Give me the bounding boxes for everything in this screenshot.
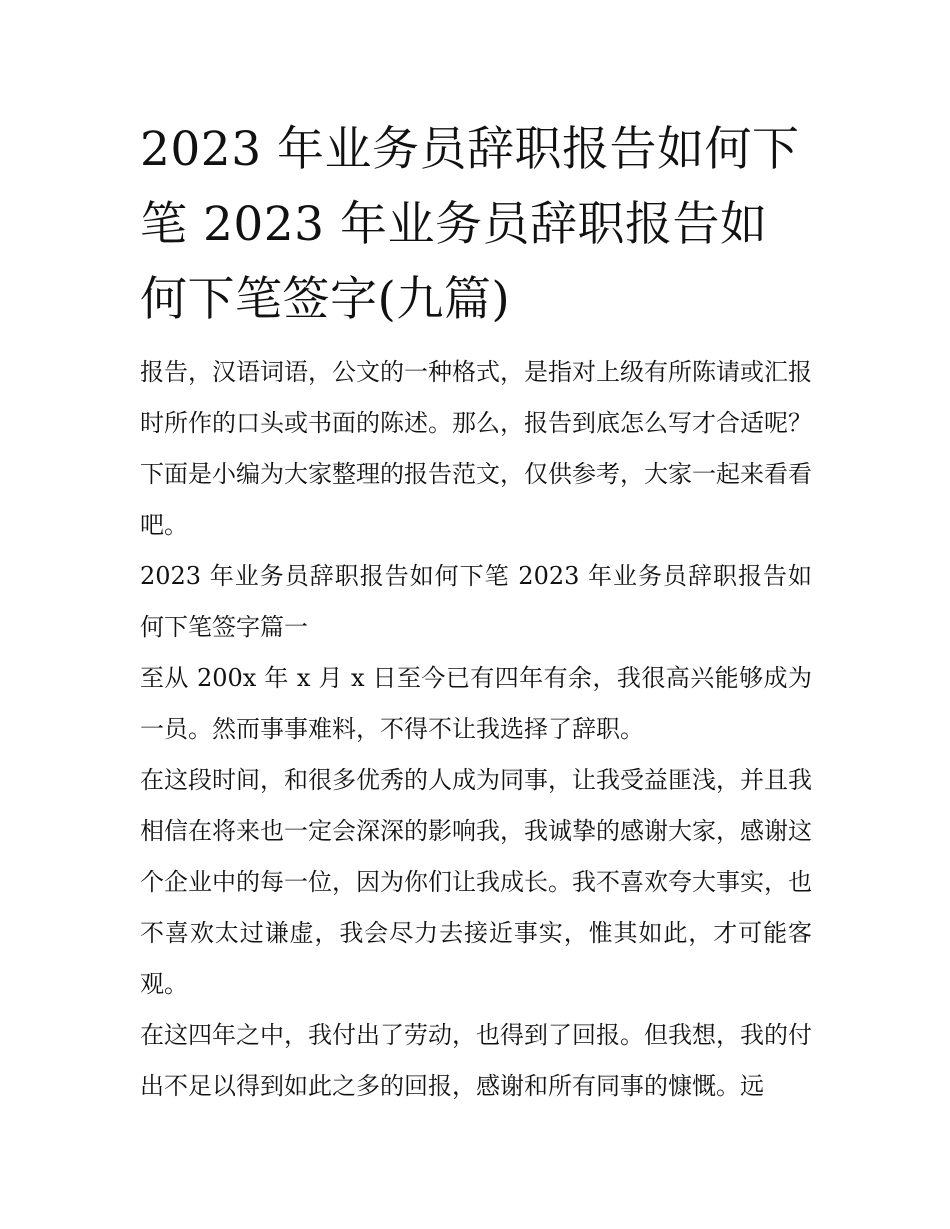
paragraph-1: 至从 200x 年 x 月 x 日至今已有四年有余，我很高兴能够成为一员。然而事事难料，不得不让我选择了辞职。 <box>140 664 812 743</box>
document-body <box>140 347 812 1112</box>
paragraph-3: 在这四年之中，我付出了劳动，也得到了回报。但我想，我的付出不足以得到如此之多的回报，感谢和所有同事的慷慨。远 <box>140 1021 812 1100</box>
document-page <box>140 112 812 1112</box>
paragraph-2: 在这段时间，和很多优秀的人成为同事，让我受益匪浅，并且我相信在将来也一定会深深的影响我，我诚挚的感谢大家，感谢这个企业中的每一位，因为你们让我成长。我不喜欢夸大事实，也不喜欢太过谦虚，我会尽力去接近事实，惟其如此，才可能客观。 <box>140 766 812 998</box>
document-title <box>140 112 812 337</box>
paragraph-intro: 报告，汉语词语，公文的一种格式，是指对上级有所陈请或汇报时所作的口头或书面的陈述。那么，报告到底怎么写才合适呢？下面是小编为大家整理的报告范文，仅供参考，大家一起来看看吧。 <box>140 358 812 539</box>
title-line-3: 何下笔签字(九篇) <box>140 272 511 327</box>
section-heading: 2023 年业务员辞职报告如何下笔 2023 年业务员辞职报告如何下笔签字篇一 <box>140 562 812 641</box>
title-line-2: 笔 2023 年业务员辞职报告如 <box>140 197 768 252</box>
title-line-1: 2023 年业务员辞职报告如何下 <box>140 122 800 177</box>
